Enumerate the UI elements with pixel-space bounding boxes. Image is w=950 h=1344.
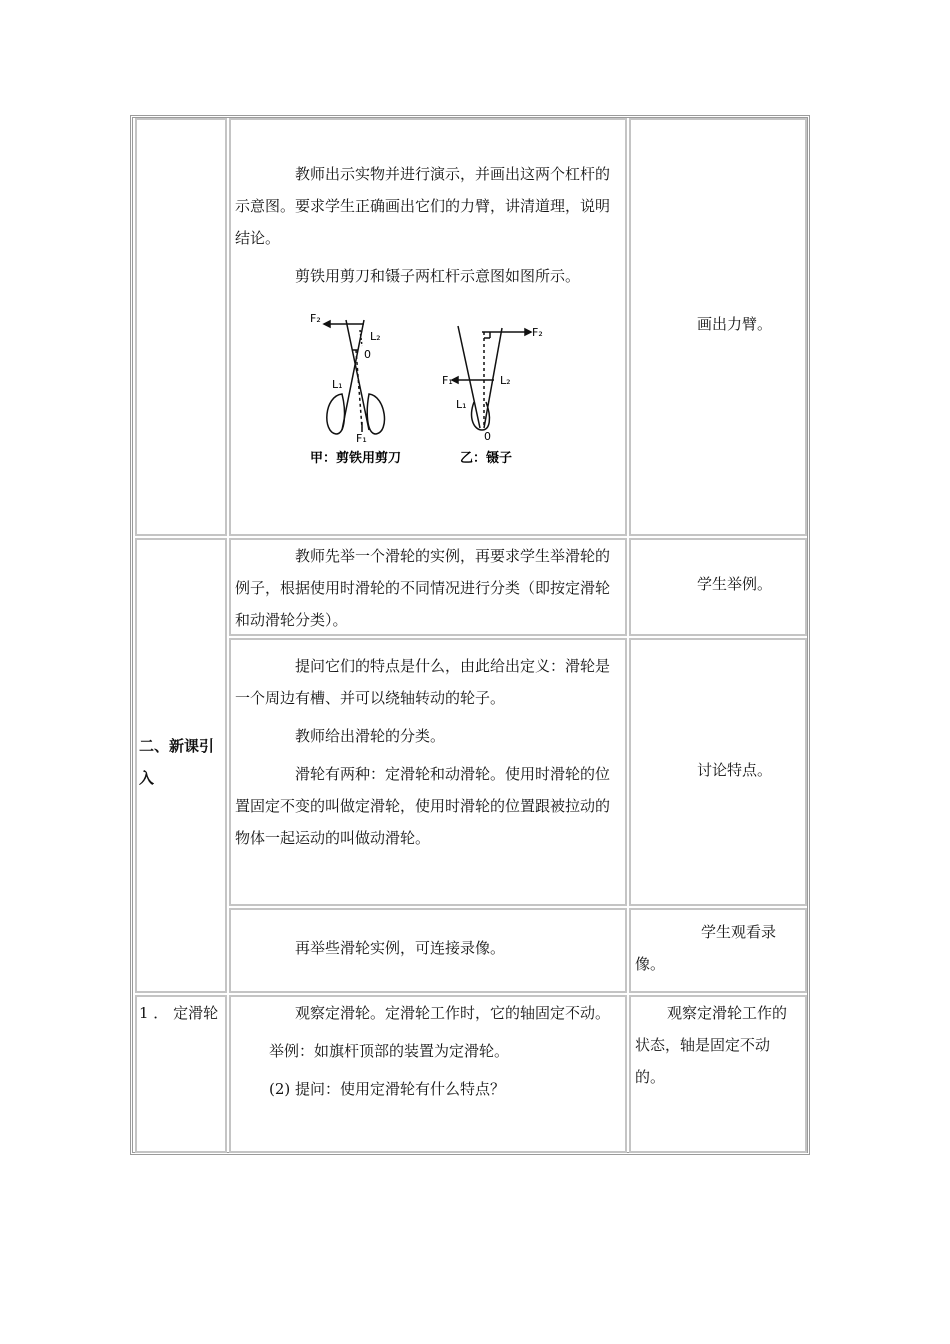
row1-activity-text: 画出力臂。 — [697, 315, 773, 333]
section2-row-c-cell — [229, 908, 627, 993]
row1-paragraph-1: 教师出示实物并进行演示，并画出这两个杠杆的示意图。要求学生正确画出它们的力臂，讲清道理，说明结论。 — [235, 165, 611, 247]
scissors-l1-label: L₁ — [332, 378, 343, 391]
scissors-caption: 甲：剪铁用剪刀 — [310, 451, 402, 466]
scissors-f1-label: F₁ — [356, 432, 367, 445]
row1-left-cell — [135, 118, 227, 536]
section3-paragraph-1: 观察定滑轮。定滑轮工作时，它的轴固定不动。 — [295, 1004, 611, 1022]
section2-row-c-activity: 学生观看录像。 — [635, 923, 777, 973]
row1-paragraph-2: 剪铁用剪刀和镊子两杠杆示意图如图所示。 — [295, 267, 581, 285]
lever-diagram — [306, 310, 546, 485]
row1-activity-cell — [629, 118, 807, 536]
section3-label-cell — [135, 995, 227, 1153]
section2-row-c-text: 再举些滑轮实例，可连接录像。 — [295, 939, 506, 957]
tweezers-caption: 乙：镊子 — [460, 451, 513, 466]
scissors-f2-label: F₂ — [310, 312, 321, 325]
section3-paragraph-3: (2) 提问：使用定滑轮有什么特点？ — [269, 1080, 506, 1098]
tweezers-l1-label: L₁ — [456, 398, 467, 411]
section2-label: 二、新课引入 — [139, 737, 215, 787]
section2-row-b-paragraph-2: 教师给出滑轮的分类。 — [295, 727, 446, 745]
row1-content-cell — [229, 118, 627, 536]
section2-label-cell — [135, 538, 227, 993]
section2-row-c-activity-cell — [629, 908, 807, 993]
tweezers-l2-label: L₂ — [500, 374, 511, 387]
section2-row-a-activity-cell — [629, 538, 807, 636]
section3-paragraph-2: 举例：如旗杆顶部的装置为定滑轮。 — [269, 1042, 510, 1060]
section2-row-b-activity: 讨论特点。 — [697, 761, 773, 779]
section2-row-b-activity-cell — [629, 638, 807, 906]
tweezers-f2-label: F₂ — [532, 326, 543, 339]
section2-row-a-text: 教师先举一个滑轮的实例，再要求学生举滑轮的例子，根据使用时滑轮的不同情况进行分类（即按定滑轮和动滑轮分类）。 — [235, 547, 611, 629]
section3-content-cell — [229, 995, 627, 1153]
section2-row-b-cell — [229, 638, 627, 906]
scissors-o-label: 0 — [364, 348, 371, 361]
tweezers-o-label: 0 — [484, 430, 491, 443]
tweezers-diagram — [452, 326, 531, 430]
scissors-l2-label: L₂ — [370, 330, 381, 343]
section3-activity: 观察定滑轮工作的状态，轴是固定不动的。 — [635, 1004, 788, 1086]
section3-activity-cell — [629, 995, 807, 1153]
tweezers-f1-label: F₁ — [442, 374, 453, 387]
section2-row-b-paragraph-1: 提问它们的特点是什么，由此给出定义：滑轮是一个周边有槽、并可以绕轴转动的轮子。 — [235, 657, 611, 707]
section2-row-b-paragraph-3: 滑轮有两种：定滑轮和动滑轮。使用时滑轮的位置固定不变的叫做定滑轮，使用时滑轮的位置跟被拉动的物体一起运动的叫做动滑轮。 — [235, 765, 611, 847]
section3-label: 1 ． 定滑轮 — [139, 1004, 219, 1022]
section2-row-a-cell — [229, 538, 627, 636]
section2-row-a-activity: 学生举例。 — [697, 575, 773, 593]
